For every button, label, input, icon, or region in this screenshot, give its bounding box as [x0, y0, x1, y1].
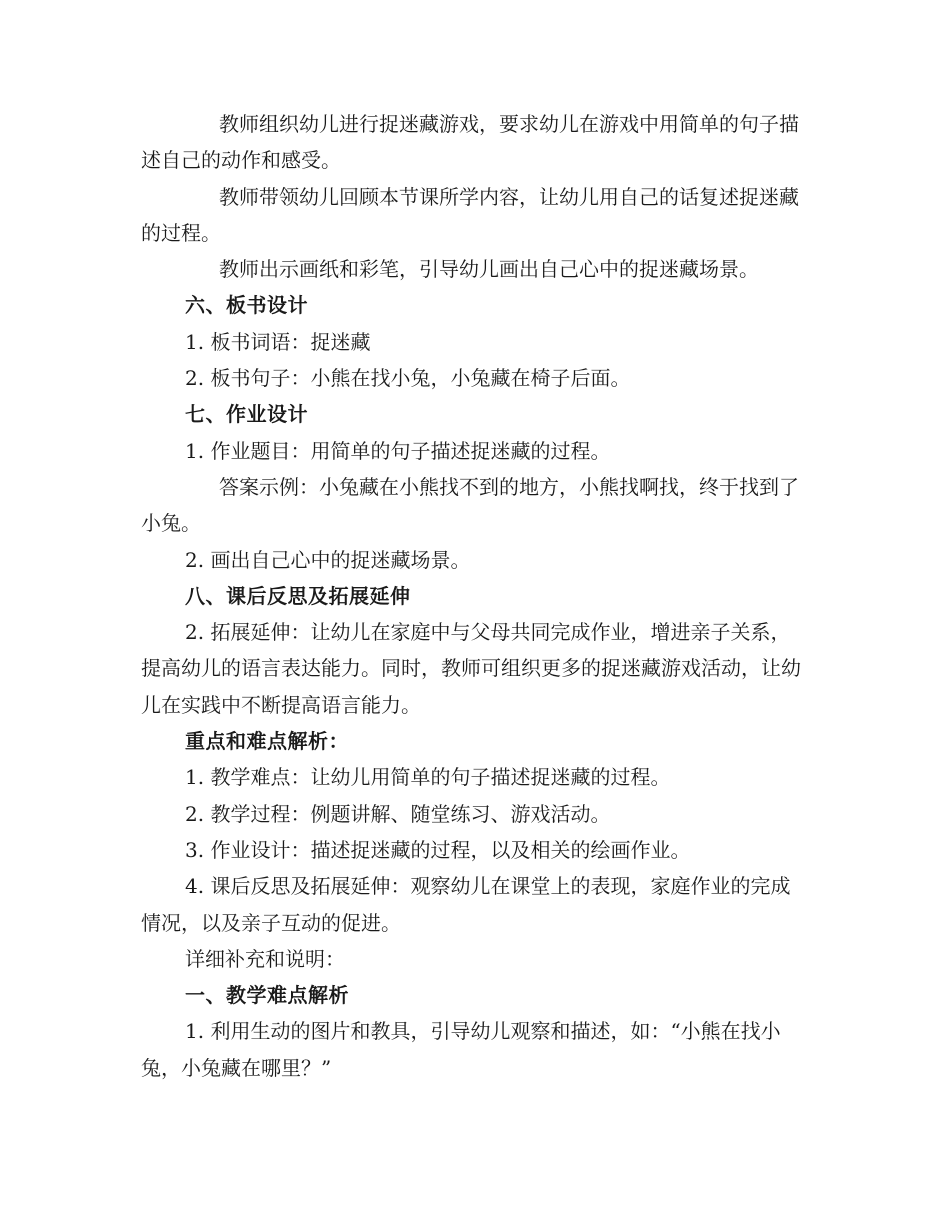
list-item-difficulty: 1. 教学难点：让幼儿用简单的句子描述捉迷藏的过程。: [185, 765, 671, 790]
list-item-homework-question: 1. 作业题目：用简单的句子描述捉迷藏的过程。: [185, 438, 611, 463]
paragraph-review: 教师带领幼儿回顾本节课所学内容，让幼儿用自己的话复述捉迷藏的过程。: [141, 184, 799, 245]
paragraph-game-activity: 教师组织幼儿进行捉迷藏游戏，要求幼儿在游戏中用简单的句子描述自己的动作和感受。: [141, 112, 799, 173]
list-item-blackboard-sentence: 2. 板书句子：小熊在找小兔，小兔藏在椅子后面。: [185, 366, 631, 391]
section-heading-homework: 七、作业设计: [185, 402, 308, 427]
list-item-reflection: 4. 课后反思及拓展延伸：观察幼儿在课堂上的表现，家庭作业的完成情况，以及亲子互动的促进。: [141, 874, 791, 935]
list-item-use-pictures: 1. 利用生动的图片和教具，引导幼儿观察和描述，如：“小熊在找小兔，小兔藏在哪里？”: [141, 1019, 781, 1080]
paragraph-answer-example: 答案示例：小兔藏在小熊找不到的地方，小熊找啊找，终于找到了小兔。: [141, 474, 799, 536]
paragraph-supplement: 详细补充和说明：: [185, 946, 345, 971]
section-heading-key-points: 重点和难点解析：: [185, 729, 349, 754]
section-heading-difficulty-analysis: 一、教学难点解析: [185, 983, 349, 1008]
list-item-extension: 2. 拓展延伸：让幼儿在家庭中与父母共同完成作业，增进亲子关系，提高幼儿的语言表达能力。同时，教师可组织更多的捉迷藏游戏活动，让幼儿在实践中不断提高语言能力。: [141, 620, 801, 717]
section-heading-reflection: 八、课后反思及拓展延伸: [185, 583, 411, 608]
list-item-process: 2. 教学过程：例题讲解、随堂练习、游戏活动。: [185, 801, 611, 826]
section-heading-blackboard: 六、板书设计: [185, 293, 308, 318]
list-item-blackboard-words: 1. 板书词语：捉迷藏: [185, 329, 371, 354]
document-body: [141, 106, 805, 1086]
paragraph-drawing: 教师出示画纸和彩笔，引导幼儿画出自己心中的捉迷藏场景。: [219, 257, 759, 282]
list-item-homework-design: 3. 作业设计：描述捉迷藏的过程，以及相关的绘画作业。: [185, 837, 691, 862]
list-item-homework-drawing: 2. 画出自己心中的捉迷藏场景。: [185, 547, 471, 572]
